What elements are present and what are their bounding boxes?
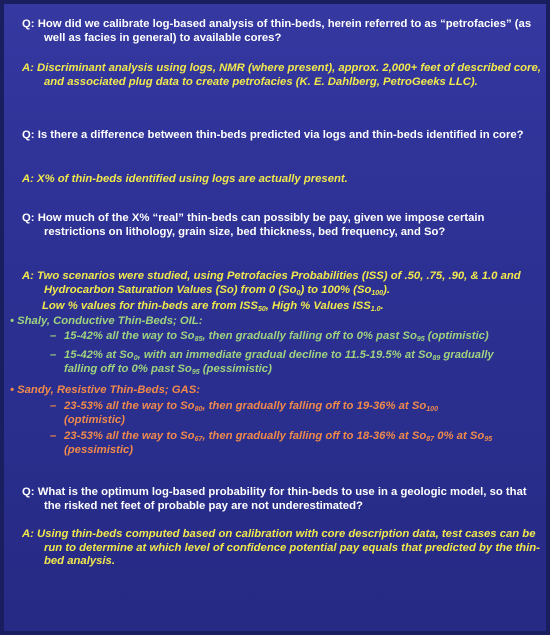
subscript: 50 [257, 306, 266, 313]
subscript: 100 [371, 289, 384, 297]
item-text: , with an immediate gradual decline to 11.5-19.5% at So [137, 349, 433, 361]
bullet-icon: • [10, 384, 14, 396]
subscript: 67 [194, 436, 203, 443]
gas-scenario-label: Sandy, Resistive Thin-Beds; GAS: [17, 384, 200, 396]
gas-scenario-item-optimistic [50, 400, 494, 427]
oil-scenario-item-optimistic [50, 330, 530, 344]
subscript: 95 [416, 336, 425, 343]
subscript: 100 [426, 406, 438, 413]
answer-3-note-text: Low % values for thin-beds are from ISS [42, 300, 258, 312]
answer-3-text: ) to 100% (So [300, 283, 372, 296]
subscript: 0 [296, 289, 301, 297]
item-text: , then gradually falling off to 19-36% at So [202, 400, 427, 412]
answer-3-note-text: . [380, 300, 384, 312]
answer-3 [22, 270, 549, 297]
subscript: 89 [432, 355, 441, 362]
oil-scenario-item-pessimistic [50, 349, 504, 376]
answer-3-note [42, 300, 532, 314]
subscript: 95 [484, 436, 493, 443]
oil-scenario-label: Shaly, Conductive Thin-Beds; OIL: [17, 315, 203, 327]
answer-1: A: Discriminant analysis using logs, NMR (where present), approx. 2,000+ feet of described core, and associated plug data to create petrofacies (K. E. Dahlberg, PetroGeeks LLC). [22, 62, 541, 88]
item-text: (pessimistic) [199, 362, 272, 375]
gas-scenario-item-pessimistic [50, 430, 494, 457]
bullet-icon: • [10, 315, 14, 327]
item-text: gradually falling off to 0% past So [64, 349, 494, 375]
answer-3-note-text: , High % Values ISS [265, 300, 371, 312]
question-2: Q: Is there a difference between thin-beds predicted via logs and thin-beds identified in core? [22, 129, 524, 141]
item-text: , then gradually falling off to 18-36% at So [202, 430, 427, 442]
item-text: (optimistic) [424, 330, 489, 342]
question-1: Q: How did we calibrate log-based analysis of thin-beds, herein referred to as “petrofacies” (as well as facies in general) to available cores? [22, 18, 532, 44]
question-4: Q: What is the optimum log-based probability for thin-beds to use in a geologic model, so that the risked net feet of probable pay are not underestimated? [22, 486, 527, 512]
subscript: 95 [191, 368, 200, 376]
item-text: 15-42% all the way to So [64, 330, 195, 342]
item-text: 0% at So [434, 430, 485, 442]
item-text: 23-53% all the way to So [64, 430, 195, 442]
subscript: 0 [133, 355, 138, 362]
item-text: 23-53% all the way to So [64, 400, 195, 412]
item-text: , then gradually falling off to 0% past So [202, 330, 417, 342]
gas-scenario-heading [10, 384, 510, 398]
dash-icon: – [50, 330, 57, 342]
subscript: 1.0 [370, 306, 381, 313]
answer-2: A: X% of thin-beds identified using logs are actually present. [22, 173, 348, 185]
dash-icon: – [50, 349, 57, 361]
subscript: 87 [426, 436, 435, 443]
oil-scenario-heading [10, 315, 510, 329]
item-text: (pessimistic) [64, 443, 134, 456]
dash-icon: – [50, 430, 57, 442]
subscript: 80 [194, 406, 203, 413]
item-text: 15-42% at So [64, 349, 134, 361]
item-text: (optimistic) [64, 413, 125, 426]
answer-3-text: A: Two scenarios were studied, using Petrofacies Probabilities (ISS) of .50, .75, .90, & 1.0 and Hydrocarbon Saturation Values (So) from 0 (So [22, 270, 521, 296]
answer-3-text: ). [383, 283, 390, 296]
dash-icon: – [50, 400, 57, 412]
answer-4: A: Using thin-beds computed based on calibration with core description data, test cases can be run to determine at which level of confidence potential pay equals that predicted by the thin-bed analysis. [22, 528, 540, 568]
question-3: Q: How much of the X% “real” thin-beds can possibly be pay, given we impose certain restrictions on lithology, grain size, bed thickness, bed frequency, and So? [22, 212, 485, 238]
subscript: 85 [194, 336, 203, 343]
